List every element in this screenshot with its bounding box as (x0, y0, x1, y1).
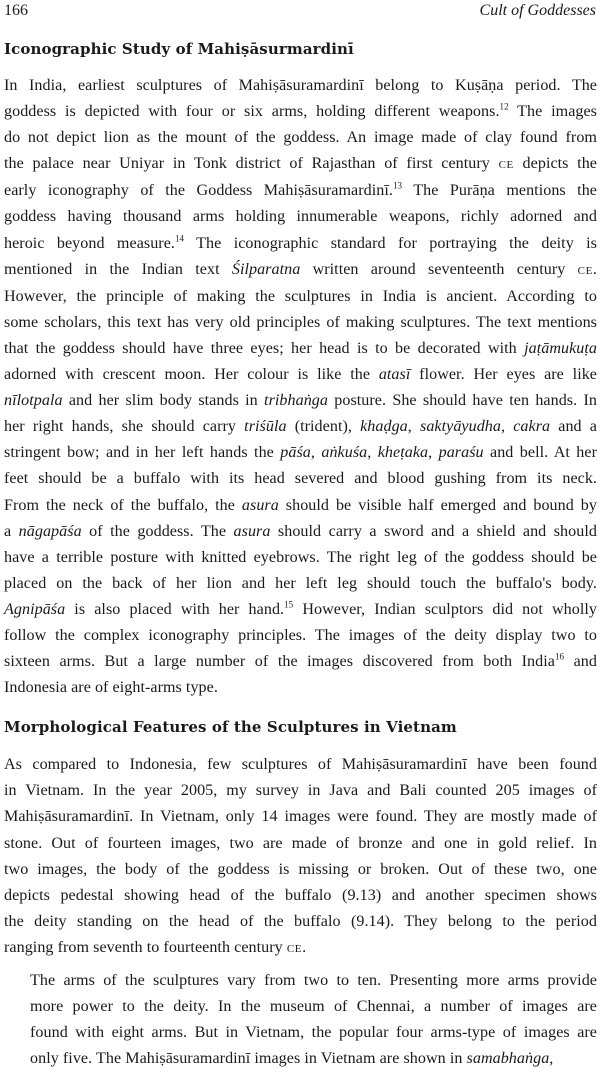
text-run: more power to the deity. In the museum of Chennai, a number of images are (30, 998, 597, 1016)
page-number: 166 (4, 2, 28, 19)
text-line (4, 519, 597, 545)
text-line (4, 204, 597, 230)
text-run: , (428, 444, 439, 462)
text-run: . (302, 938, 307, 956)
text-run: goddess having thousand arms holding innumerable weapons, richly adorned and (4, 208, 597, 226)
running-title: Cult of Goddesses (479, 2, 596, 19)
body-paragraph (4, 73, 597, 701)
text-run: ranging from seventh to fourteenth century (4, 938, 287, 956)
text-line (4, 831, 597, 857)
text-run: posture. She should have ten hands. In (327, 392, 597, 410)
text-line (4, 778, 597, 804)
text-line (4, 73, 597, 99)
text-line (4, 883, 597, 909)
text-line (4, 1020, 597, 1046)
text-run: Mahiṣāsuramardinī. In Vietnam, only 14 images were found. They are mostly made of (4, 808, 597, 826)
footnote-ref: 13 (392, 181, 403, 192)
italic-term: saktyāyudha (420, 418, 501, 436)
text-run: . (592, 260, 597, 278)
text-line (4, 466, 597, 492)
text-run: However, Indian sculptors did not wholly (293, 600, 597, 618)
text-run: the deity standing on the head of the buffalo (9.14). They belong to the period (4, 912, 597, 930)
italic-term: pāśa (280, 444, 311, 462)
italic-term: jaṭāmukuṭa (524, 339, 597, 357)
text-line (4, 909, 597, 935)
text-line (4, 151, 597, 178)
era-abbrev: CE (498, 159, 514, 172)
italic-term: nīlotpala (4, 392, 63, 410)
text-run: and bell. At her (483, 444, 597, 462)
text-line (4, 597, 597, 623)
italic-term: nāgapāśa (18, 522, 82, 540)
text-run: is also placed with her hand. (65, 600, 285, 618)
text-run: do not depict lion as the mount of the goddess. An image made of clay found from (4, 129, 597, 147)
text-line (4, 804, 597, 830)
text-run: From the neck of the buffalo, the (4, 496, 242, 514)
text-line (4, 649, 597, 675)
text-run: a (4, 522, 19, 540)
section-heading: Morphological Features of the Sculptures in Vietnam (4, 718, 457, 737)
text-line (4, 257, 597, 284)
text-run: However, the principle of making the sculptures in India is ancient. According to (4, 287, 597, 305)
text-run: and (564, 653, 597, 671)
text-line (4, 935, 597, 962)
text-line (4, 310, 597, 336)
body-paragraph (4, 968, 597, 1072)
text-run: and a (550, 418, 597, 436)
text-run: written around seventeenth century (300, 260, 578, 278)
text-line (4, 231, 597, 257)
text-line (4, 388, 597, 414)
text-run: heroic beyond measure. (4, 234, 175, 252)
text-run: The images (508, 103, 597, 121)
text-line (4, 362, 597, 388)
footnote-ref: 16 (554, 651, 565, 662)
text-run: In India, earliest sculptures of Mahiṣāsuramardinī belong to Kuṣāṇa period. The (4, 77, 597, 94)
section-heading: Iconographic Study of Mahiṣāsurmardinī (4, 40, 354, 58)
text-run: The iconographic standard for portraying the deity is (184, 234, 597, 252)
era-abbrev: CE (577, 264, 593, 277)
text-line (4, 752, 597, 778)
footnote-ref: 15 (284, 599, 294, 610)
text-run: follow the complex iconography principles. The images of the deity display two to (4, 626, 597, 644)
text-run: adorned with crescent moon. Her colour is like the (4, 366, 379, 384)
text-run: stone. Out of fourteen images, two are made of bronze and one in gold relief. In (4, 834, 597, 852)
text-run: (trident), (286, 418, 361, 436)
text-run: , (367, 444, 378, 462)
text-run: Indonesia are of eight-arms type. (4, 679, 218, 697)
text-run: that the goddess should have three eyes; her head is to be decorated with (4, 339, 525, 357)
text-run: The Purāṇa mentions the (402, 182, 597, 200)
text-run: goddess is depicted with four or six arms, holding different weapons. (4, 103, 500, 121)
text-run: , (310, 444, 322, 462)
text-run: only five. The Mahiṣāsuramardinī images in Vietnam are shown in (30, 1050, 467, 1068)
italic-term: cakra (513, 418, 551, 436)
text-run: As compared to Indonesia, few sculptures of Mahiṣāsuramardinī have been found (4, 756, 597, 774)
italic-term: aṅkuśa (321, 444, 368, 462)
italic-term: atasī (378, 366, 411, 384)
text-run: and her slim body stands in (62, 392, 265, 410)
text-run: some scholars, this text has very old principles of making sculptures. The text mentions (4, 313, 597, 331)
text-line (4, 1046, 597, 1072)
text-run: , (549, 1050, 554, 1068)
running-head (4, 0, 597, 34)
text-run: flower. Her eyes are like (410, 366, 598, 384)
text-line (4, 994, 597, 1020)
text-line (4, 336, 597, 362)
text-line (4, 623, 597, 649)
italic-term: Śilparatna (231, 260, 301, 278)
text-run: in Vietnam. In the year 2005, my survey in Java and Bali counted 205 images of (4, 782, 597, 800)
footnote-ref: 12 (499, 101, 509, 112)
italic-term: paraśu (438, 444, 484, 462)
text-line (4, 414, 597, 440)
italic-term: triśūla (244, 418, 287, 436)
body-paragraph (4, 752, 597, 962)
text-run: of the goddess. The (81, 522, 234, 540)
italic-term: kheṭaka (377, 444, 429, 462)
era-abbrev: CE (286, 942, 303, 955)
text-run: stringent bow; and in her left hands the (4, 444, 281, 462)
text-run: her right hands, she should carry (4, 418, 245, 436)
text-run: the palace near Uniyar in Tonk district of Rajasthan of first century (4, 155, 499, 173)
text-line (4, 968, 597, 994)
text-run: sixteen arms. But a large number of the images discovered from both India (4, 653, 555, 671)
text-run: should carry a sword and a shield and should (270, 522, 597, 540)
text-line (4, 493, 597, 519)
text-run: placed on the back of her lion and her left leg should touch the buffalo's body. (4, 574, 597, 592)
italic-term: tribhaṅga (264, 392, 328, 410)
text-run: should be visible half emerged and bound by (278, 496, 598, 514)
text-run: depicts the (513, 155, 597, 173)
text-run: two images, the body of the goddess is missing or broken. Out of these two, one (4, 860, 597, 878)
text-line (4, 440, 597, 466)
text-run: depicts pedestal showing head of the buffalo (9.13) and another specimen shows (4, 886, 597, 904)
text-line (4, 178, 597, 204)
text-line (4, 857, 597, 883)
italic-term: samabhaṅga (466, 1050, 550, 1068)
footnote-ref: 14 (174, 233, 185, 244)
italic-term: khaḍga (360, 418, 408, 436)
text-line (4, 545, 597, 571)
text-line (4, 284, 597, 310)
text-run: The arms of the sculptures vary from two to ten. Presenting more arms provide (30, 972, 597, 989)
text-run: found with eight arms. But in Vietnam, the popular four arms-type of images are (30, 1024, 597, 1042)
text-run: have a terrible posture with knitted eyebrows. The right leg of the goddess should be (4, 548, 597, 566)
italic-term: Agnipāśa (4, 600, 66, 618)
text-line (4, 99, 597, 125)
text-run: , (501, 418, 514, 436)
text-run: , (407, 418, 420, 436)
text-run: early iconography of the Goddess Mahiṣāsuramardinī. (4, 182, 393, 200)
italic-term: asura (241, 496, 279, 514)
text-line (4, 675, 597, 701)
italic-term: asura (233, 522, 271, 540)
text-line (4, 571, 597, 597)
text-run: feet should be a buffalo with its head severed and blood gushing from its neck. (4, 470, 597, 488)
text-line (4, 125, 597, 151)
text-run: mentioned in the Indian text (4, 260, 232, 278)
